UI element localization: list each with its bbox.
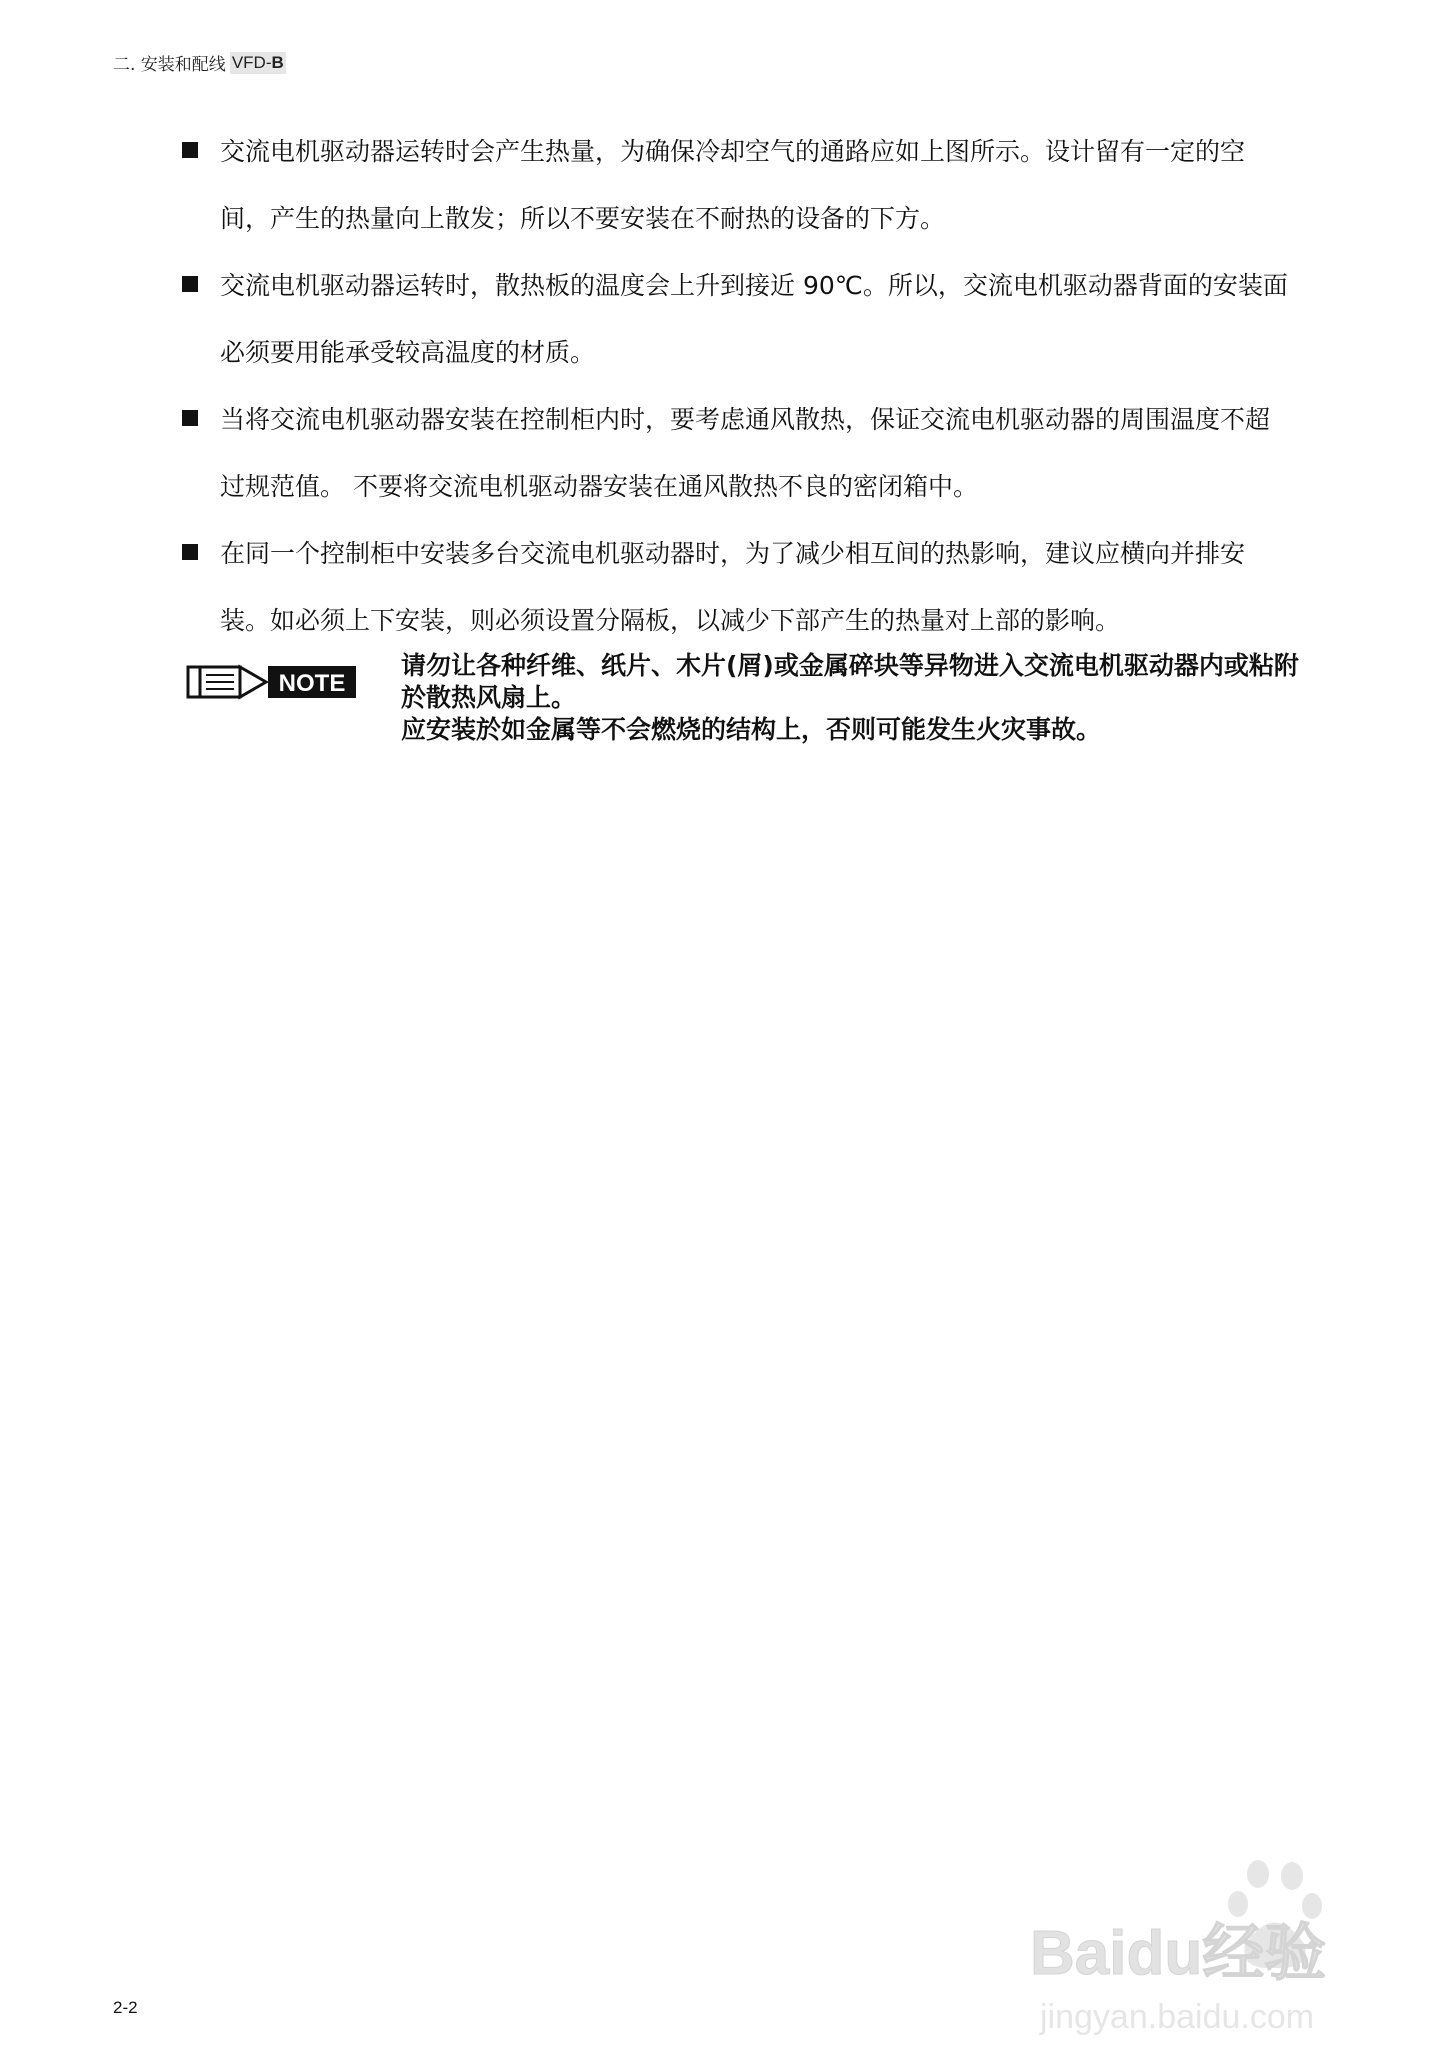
bullet-square-icon: [182, 276, 198, 292]
bullet-item: [180, 252, 1370, 386]
page-header: [113, 50, 286, 75]
bullet-square-icon: [182, 544, 198, 560]
baidu-watermark-logo: [1030, 1850, 1390, 2050]
bullet-item: [180, 386, 1370, 520]
note-line: 请勿让各种纤维、纸片、木片(屑)或金属碎块等异物进入交流电机驱动器内或粘附: [401, 651, 1299, 680]
watermark-url: jingyan.baidu.com: [1040, 1998, 1315, 2036]
bullet-line: 当将交流电机驱动器安装在控制柜内时，要考虑通风散热，保证交流电机驱动器的周围温度不超: [220, 405, 1271, 434]
note-line: 应安装於如金属等不会燃烧的结构上，否则可能发生火灾事故。: [401, 715, 1102, 744]
watermark-brand: Baidu经验: [1030, 1919, 1327, 1988]
page-number: 2-2: [113, 1998, 138, 2017]
bullet-line: 过规范值。 不要将交流电机驱动器安装在通风散热不良的密闭箱中。: [220, 472, 978, 501]
note-pencil-icon: [186, 664, 358, 700]
bullet-square-icon: [182, 142, 198, 158]
bullet-line: 在同一个控制柜中安装多台交流电机驱动器时，为了减少相互间的热影响，建议应横向并排安: [220, 539, 1246, 568]
model-suffix: B: [271, 52, 284, 72]
model-name: [230, 52, 286, 74]
bullet-line: 必须要用能承受较高温度的材质。: [220, 338, 596, 367]
bullet-item: [180, 520, 1370, 654]
bullet-line: 交流电机驱动器运转时，散热板的温度会上升到接近 90℃。所以，交流电机驱动器背面的安装面: [220, 271, 1288, 300]
bullet-square-icon: [182, 410, 198, 426]
note-line: 於散热风扇上。: [401, 683, 577, 712]
bullet-list: [180, 118, 1370, 654]
bullet-line: 装。如必须上下安装，则必须设置分隔板，以减少下部产生的热量对上部的影响。: [220, 606, 1121, 635]
bullet-line: 交流电机驱动器运转时会产生热量，为确保冷却空气的通路应如上图所示。设计留有一定的空: [220, 137, 1246, 166]
section-title: 二. 安装和配线: [113, 55, 226, 75]
model-prefix: VFD-: [231, 52, 272, 72]
bullet-item: [180, 118, 1370, 252]
bullet-line: 间，产生的热量向上散发；所以不要安装在不耐热的设备的下方。: [220, 204, 946, 233]
note-label: NOTE: [278, 670, 346, 697]
note-text: [401, 650, 1391, 746]
